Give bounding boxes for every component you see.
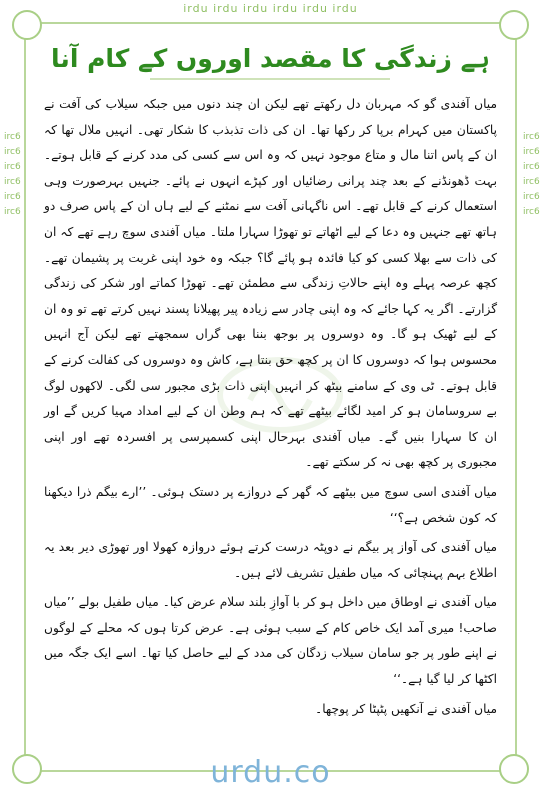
article-paragraph: میاں آفندی گو کہ مہربان دل رکھتے تھے لیکن ان چند دنوں میں جبکہ سیلاب کی آفت نے پاکستان میں کہرام برپا کر رکھا تھا۔ ان کی ذات تذبذب کا شکار تھی۔ انہیں ملال تھا کہ ان کے پاس اتنا مال و متاع موجود نہیں کہ وہ اس سے کسی کی مدد کرنے کے قابل ہوتے۔ بہت ڈھونڈنے کے بعد چند پرانی رضائیاں اور کپڑے انہوں نے پائے۔ جنہیں بہرصورت وہی استعمال کرنے کے قابل تھے۔ اس ناگہانی آفت سے نمٹنے کے لیے ہاں ان کے پاس صرف دو ہاتھ تھے جنہیں وہ دعا کے لیے اٹھاتے تو تھوڑا سہارا ملتا۔ میاں آفندی سوچ رہے تھے کہ ان کی ذات سے بھلا کسی کو کیا فائدہ ہو پائے گا؟ جبکہ وہ خود اپنی غربت پر پشیمان تھے۔ کچھ عرصہ پہلے وہ اپنے حالاتِ زندگی سے مطمئن تھے۔ تھوڑا کماتے اور شکر کی زندگی گزارتے۔ اگر یہ کہا جائے کہ وہ اپنی چادر سے زیادہ پیر پھیلانا پسند نہیں کرتے تھے تو وہ ان کے لیے ٹھیک ہو گا۔ وہ دوسروں پر بوجھ بننا بھی گراں سمجھتے تھے لیکن آج انہیں محسوس ہوا کہ دوسروں کا ان پر کچھ حق بنتا ہے، کاش وہ دوسروں کی کفالت کرنے کے قابل ہوتے۔ ٹی وی کے سامنے بیٹھ کر انہیں اپنی ذات بڑی مجبور سی لگی۔ لاکھوں لوگ بے سروسامان ہو کر امید لگائے بیٹھے تھے کہ ہم وطن ان کے لیے امداد مہیا کریں گے اور ان کا سہارا بنیں گے۔ میاں آفندی بہرحال اپنی کسمپرسی پر افسردہ تھے اور اپنی مجبوری پر کچھ بھی نہ کر سکتے تھے۔ bbox=[44, 97, 497, 470]
side-strip-label: irc6 bbox=[523, 162, 540, 172]
article-body bbox=[44, 92, 497, 740]
side-strip-label: irc6 bbox=[523, 192, 540, 202]
right-side-strip bbox=[523, 130, 540, 220]
site-brand-link[interactable]: urdu.co bbox=[210, 755, 331, 790]
side-strip-label: irc6 bbox=[523, 147, 540, 157]
title-divider bbox=[150, 78, 390, 80]
article-paragraph: میاں آفندی اسی سوچ میں بیٹھے کہ گھر کے دروازے پر دستک ہوئی۔ ’’ارے بیگم ذرا دیکھنا کہ کون شخص ہے؟‘‘ bbox=[44, 484, 497, 525]
side-strip-label: irc6 bbox=[523, 132, 540, 142]
corner-ornament-top-left bbox=[12, 10, 42, 40]
side-strip-label: irc6 bbox=[523, 207, 540, 217]
side-strip-label: irc6 bbox=[4, 207, 21, 217]
side-strip-label: irc6 bbox=[4, 162, 21, 172]
left-side-strip bbox=[4, 130, 21, 220]
article-paragraph: میاں آفندی نے اوطاق میں داخل ہو کر با آوازِ بلند سلام عرض کیا۔ میاں طفیل بولے ’’میاں صاحب! میری آمد ایک خاص کام کے سبب ہوئی ہے۔ عرض کرتا ہوں کہ محلے کے لوگوں نے اپنے طور پر جو سامان سیلاب زدگان کی مدد کے لیے حاصل کیا تھا۔ اسے ایک جگہ میں اکٹھا کر لیا گیا ہے۔‘‘ bbox=[44, 595, 497, 687]
side-strip-label: irc6 bbox=[4, 147, 21, 157]
article-paragraph: میاں آفندی نے آنکھیں پٹپٹا کر پوچھا۔ bbox=[315, 701, 497, 716]
side-strip-label: irc6 bbox=[4, 177, 21, 187]
article-title: ہے زندگی کا مقصد اوروں کے کام آنا bbox=[51, 44, 490, 73]
header-strip: irdu irdu irdu irdu irdu irdu bbox=[183, 2, 358, 15]
corner-ornament-top-right bbox=[499, 10, 529, 40]
side-strip-label: irc6 bbox=[523, 177, 540, 187]
article-paragraph: میاں آفندی کی آواز پر بیگم نے دوپٹہ درست کرتے ہوئے دروازہ کھولا اور تھوڑی دیر بعد یہ اطلاع بہم پہنچائی کہ میاں طفیل تشریف لائے ہیں۔ bbox=[44, 540, 497, 580]
side-strip-label: irc6 bbox=[4, 192, 21, 202]
side-strip-label: irc6 bbox=[4, 132, 21, 142]
